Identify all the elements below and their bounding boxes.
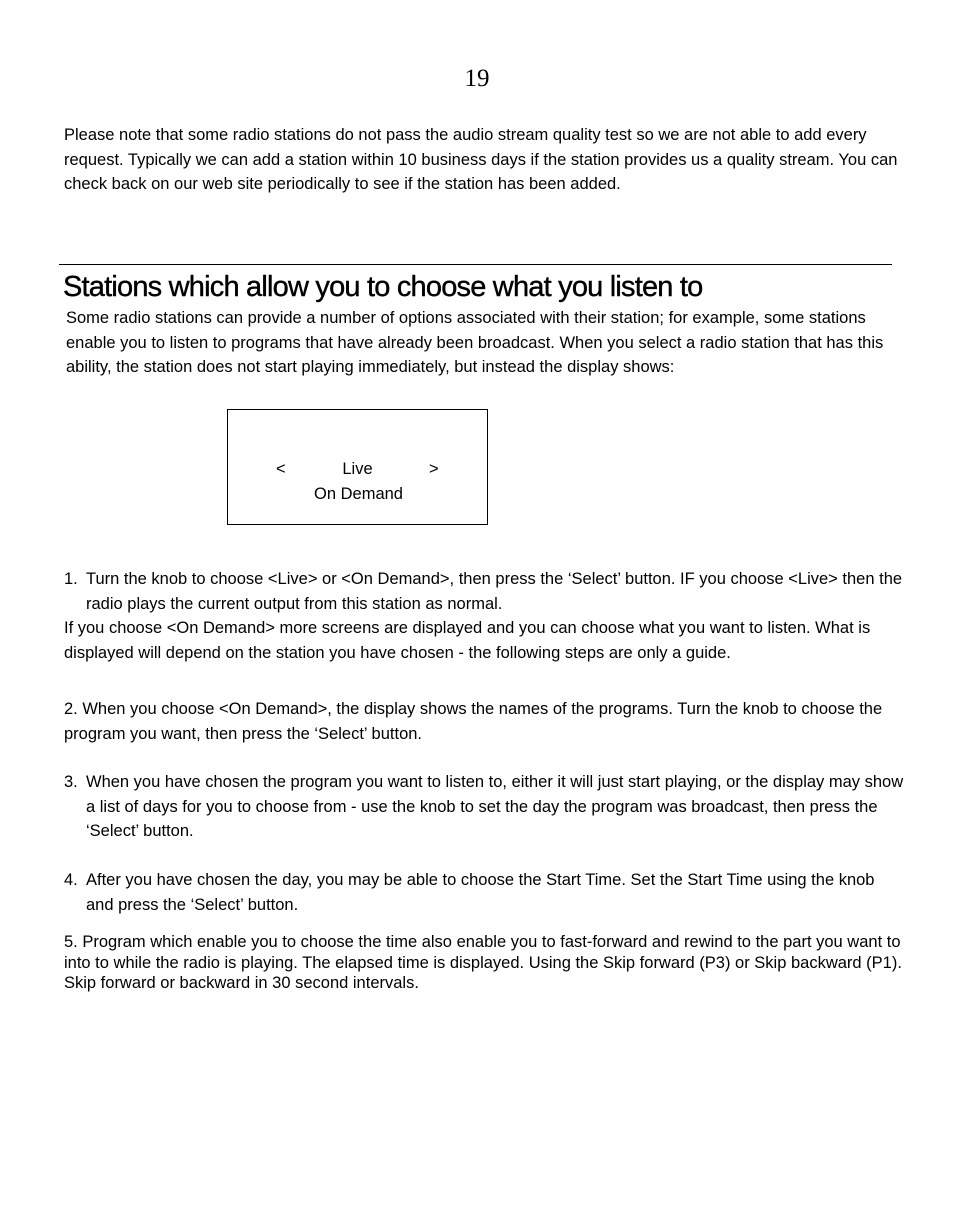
step-text: Turn the knob to choose <Live> or <On Demand>, then press the ‘Select’ button. IF you choose <Live> then the radio plays the current output from this station as normal. — [86, 570, 903, 613]
step-text: When you have chosen the program you want to listen to, either it will just start playing, or the display may show a list of days for you to choose from - use the knob to set the day the program was broadcast, then press the ‘Select’ button. — [86, 773, 904, 840]
step-number: 5. — [64, 933, 78, 951]
display-option-on-demand: On Demand — [314, 485, 403, 503]
step-5 — [64, 932, 904, 994]
step-4 — [64, 868, 904, 917]
step-text: When you choose <On Demand>, the display shows the names of the programs. Turn the knob to choose the program you want, then press the ‘Select’ button. — [64, 700, 883, 743]
section-heading: Stations which allow you to choose what you listen to — [63, 271, 703, 303]
section-description: Some radio stations can provide a number of options associated with their station; for example, some stations enable you to listen to programs that have already been broadcast. When you select a radio station that has this ability, the station does not start playing immediately, but instead the display shows: — [66, 309, 884, 376]
step-1-note: If you choose <On Demand> more screens are displayed and you can choose what you want to listen. What is displayed will depend on the station you have chosen - the following steps are only a guide. — [64, 619, 871, 662]
radio-display-mockup — [227, 409, 488, 525]
step-3 — [64, 770, 904, 844]
display-right-arrow: > — [429, 460, 439, 478]
step-2 — [64, 697, 904, 746]
step-number: 4. — [64, 871, 78, 889]
step-1 — [64, 567, 904, 616]
step-text: After you have chosen the day, you may be able to choose the Start Time. Set the Start Time using the knob and press the ‘Select’ button. — [86, 871, 875, 914]
intro-paragraph: Please note that some radio stations do not pass the audio stream quality test so we are not able to add every request. Typically we can add a station within 10 business days if the station provides us a quality stream. You can check back on our web site periodically to see if the station has been added. — [64, 126, 898, 193]
display-option-live: Live — [342, 460, 373, 478]
display-left-arrow: < — [276, 460, 286, 478]
section-divider — [59, 264, 892, 265]
step-number: 1. — [64, 570, 78, 588]
step-text: Program which enable you to choose the time also enable you to fast-forward and rewind to the part you want to into to while the radio is playing. The elapsed time is displayed. Using the Skip forward (P3) or Skip backward (P1). Skip forward or backward in 30 second intervals. — [64, 933, 902, 992]
step-number: 3. — [64, 773, 78, 791]
step-number: 2. — [64, 700, 78, 718]
page-number: 19 — [464, 65, 490, 92]
